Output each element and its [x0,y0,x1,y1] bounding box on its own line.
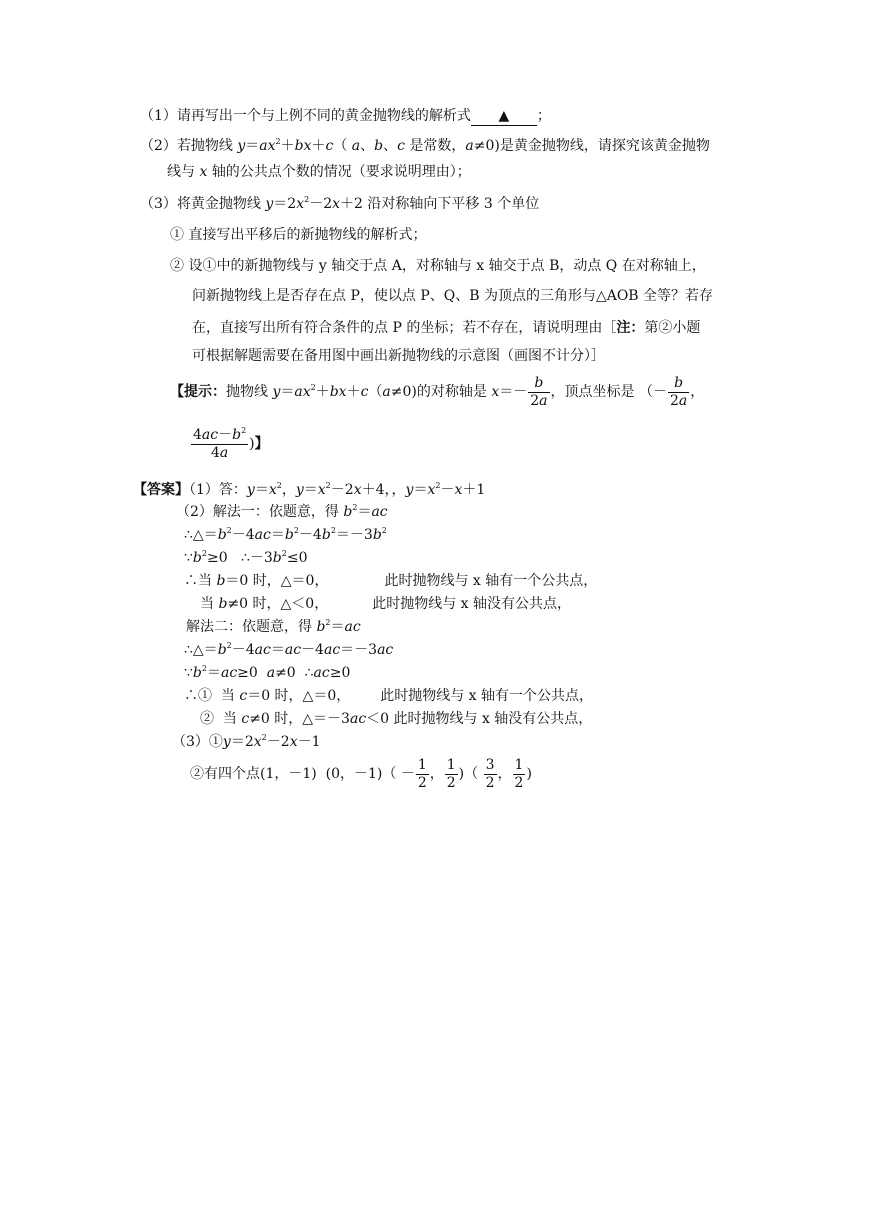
question-3-2-line-3: 在，直接写出所有符合条件的点 P 的坐标；若不存在，请说明理由［注：第②小题 [192,320,701,336]
answer-2-method-2-line-2: $\therefore\triangle=b^2-4ac=ac-4ac=-3ac$ [184,641,394,658]
answer-2-method-2-line-5: ② 当 c≠0 时，△＝－3ac＜0 此时抛物线与 x 轴没有公共点， [200,711,593,727]
fraction: $\frac{b}{2a}$ [530,374,548,409]
answer-label: 【答案】 [133,482,189,498]
question-3-2-line-2: 问新抛物线上是否存在点 P，使以点 P、Q、B 为顶点的三角形与△AOB 全等？若存 [192,288,714,304]
note-label: 注： [616,320,645,336]
answer-2-line-5: 当 b≠0 时，△＜0， 此时抛物线与 x 轴没有公共点， [200,596,571,612]
answer-2-method-2-line-3: $\because b^2=ac\ge 0$ a≠0 ∴ac≥0 [184,664,351,681]
question-2-line-2: 线与 x 轴的公共点个数的情况（要求说明理由）； [167,164,471,180]
answer-2-intro: （2）解法一：依题意，得 $b^2=ac$ [176,503,388,520]
question-3-1: ① 直接写出平移后的新抛物线的解析式； [170,227,427,243]
question-1: （1）请再写出一个与上例不同的黄金抛物线的解析式 ▲ ； [140,108,551,124]
fraction: $\frac{1}{2}$ [446,756,456,791]
answer-2-line-2: $\therefore\triangle=b^2-4ac=b^2-4b^2=-3b^2$ [184,526,387,543]
hint-line-1: 【提示：抛物线 $y=ax^2+bx+c(a\ne 0)$的对称轴是 x＝－ $\frac{b}{2a}$ ，顶点坐标是 （－ $\frac{b}{2a}$ ， [170,374,705,409]
question-3-2-line-1: ② 设①中的新抛物线与 y 轴交于点 A，对称轴与 x 轴交于点 B，动点 Q 在对称轴上， [170,258,706,274]
hint-line-2: $\frac{4ac-b^2}{4a}$ )】 [193,425,269,461]
answer-2-method-2: 解法二：依题意，得 $b^2=ac$ [186,618,361,635]
fraction: $\frac{1}{2}$ [514,756,524,791]
answer-3-1: $(3)①y=2x^2-2x-1$ [172,733,321,750]
fraction: $\frac{b}{2a}$ [669,374,688,409]
question-3-2-line-4: 可根据解题需要在备用图中画出新抛物线的示意图（画图不计分）］ [192,348,605,364]
question-3: （3）将黄金抛物线 $y=2x^2-2x+2$ 沿对称轴向下平移 3 个单位 [140,195,540,212]
fraction: $\frac{1}{2}$ [417,756,427,791]
answer-3-2: ②有四个点(1，－1) (0，－1)（ － $\frac{1}{2}$ ， $\frac{1}{2}$ )（ $\frac{3}{2}$ ， $\frac{1}{2}$ ) [190,756,532,791]
answer-2-line-3: $\because b^2\ge 0$ $\therefore-3b^2\le 0$ [184,549,308,566]
answer-blank: ▲ [471,108,537,126]
answer-2-line-4: ∴当 b＝0 时，△＝0， 此时抛物线与 x 轴有一个公共点， [184,573,598,589]
answer-1: 【答案】（1）答：$y=x^2$，$y=x^2-2x+4$，，$y=x^2-x+1$ [133,481,486,498]
fraction: $\frac{4ac-b^2}{4a}$ [193,425,247,461]
fraction: $\frac{3}{2}$ [485,756,495,791]
question-2-line-1: （2）若抛物线 $y=ax^2+bx+c$（ a、b、c 是常数，a≠0)是黄金抛物线，请探究该黄金抛物 [140,137,710,154]
answer-2-method-2-line-4: ∴① 当 c＝0 时，△＝0， 此时抛物线与 x 轴有一个公共点， [184,688,594,704]
